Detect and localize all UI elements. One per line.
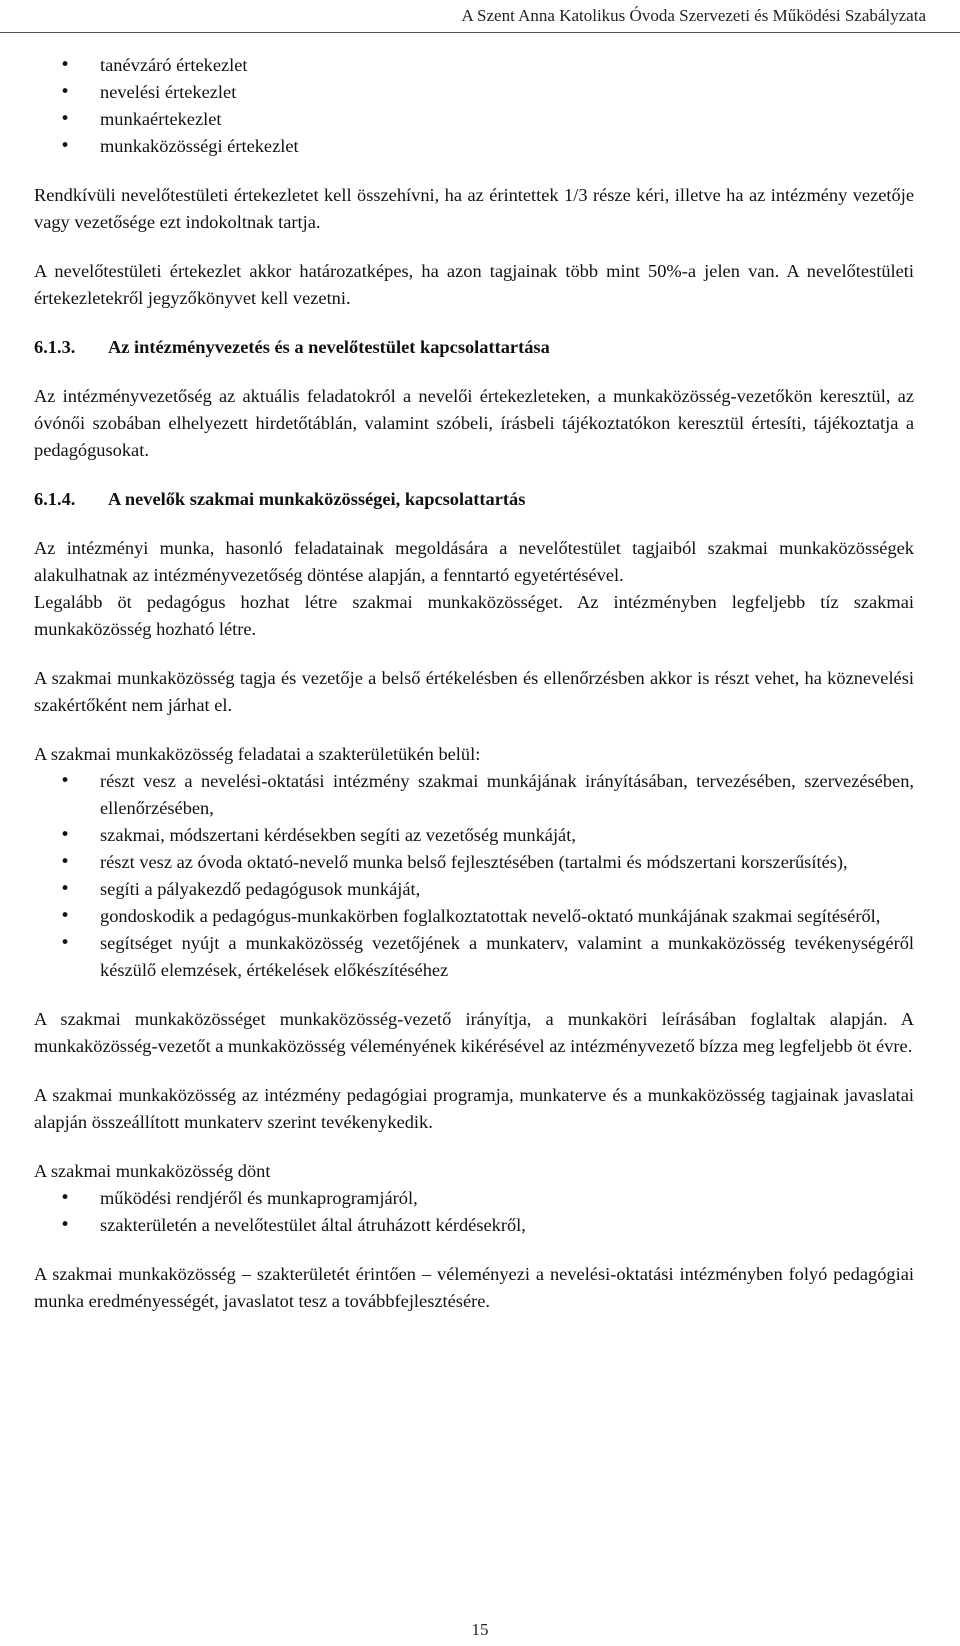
tasks-list bbox=[34, 768, 914, 984]
page-header bbox=[0, 0, 960, 33]
paragraph-tasks-intro: A szakmai munkaközösség feladatai a szakterületükén belül: bbox=[34, 744, 481, 764]
list-item: • működési rendjéről és munkaprogramjáról, bbox=[34, 1185, 914, 1212]
meeting-types-list bbox=[34, 52, 914, 160]
header-title: A Szent Anna Katolikus Óvoda Szervezeti és Működési Szabályzata bbox=[461, 6, 926, 25]
paragraph-quorum: A nevelőtestületi értekezlet akkor határozatképes, ha azon tagjainak több mint 50%-a jelen van. A nevelőtestületi értekezletekről jegyzőkönyvet kell vezetni. bbox=[34, 261, 914, 308]
decides-list bbox=[34, 1185, 914, 1239]
paragraph-work-plan: A szakmai munkaközösség az intézmény pedagógiai programja, munkaterve és a munkaközösség tagjainak javaslatai alapján összeállított munkaterv szerint tevékenykedik. bbox=[34, 1085, 914, 1132]
list-item: • részt vesz a nevelési-oktatási intézmény szakmai munkájának irányításában, tervezésében, szervezésében, ellenőrzésében, bbox=[34, 768, 914, 822]
paragraph-communication: Az intézményvezetőség az aktuális feladatokról a nevelői értekezleteken, a munkaközösség-vezetőkön keresztül, az óvónői szobában elhelyezett hirdetőtáblán, valamint szóbeli, írásbeli tájékoztatókon keresztül értesíti, tájékoztatja a pedagógusokat. bbox=[34, 386, 914, 460]
paragraph-decides-intro: A szakmai munkaközösség dönt bbox=[34, 1161, 271, 1181]
paragraph-extraordinary-meeting: Rendkívüli nevelőtestületi értekezletet kell összehívni, ha az érintettek 1/3 része kéri, illetve ha az intézmény vezetője vagy vezetősége ezt indokoltnak tartja. bbox=[34, 185, 914, 232]
list-item: • munkaközösségi értekezlet bbox=[34, 133, 914, 160]
paragraph-work-communities: Az intézményi munka, hasonló feladatainak megoldására a nevelőtestület tagjaiból szakmai munkaközösségek alakulhatnak az intézményvezetőség döntése alapján, a fenntartó egyetértésével. bbox=[34, 538, 914, 585]
section-title: Az intézményvezetés és a nevelőtestület kapcsolattartása bbox=[108, 337, 550, 357]
list-item: • segíti a pályakezdő pedagógusok munkáját, bbox=[34, 876, 914, 903]
section-number: 6.1.3. bbox=[34, 337, 76, 357]
list-item: • részt vesz az óvoda oktató-nevelő munka belső fejlesztésében (tartalmi és módszertani korszerűsítés), bbox=[34, 849, 914, 876]
section-heading-6-1-3 bbox=[34, 334, 914, 361]
paragraph-evaluation: A szakmai munkaközösség tagja és vezetője a belső értékelésben és ellenőrzésben akkor is részt vehet, ha köznevelési szakértőként nem járhat el. bbox=[34, 668, 914, 715]
list-item: • nevelési értekezlet bbox=[34, 79, 914, 106]
document-body bbox=[34, 52, 914, 1315]
paragraph-opinion: A szakmai munkaközösség – szakterületét érintően – véleményezi a nevelési-oktatási intézményben folyó pedagógiai munka eredményességét, javaslatot tesz a továbbfejlesztésére. bbox=[34, 1264, 914, 1311]
page-number: 15 bbox=[471, 1620, 489, 1639]
list-item: • gondoskodik a pedagógus-munkakörben foglalkoztatottak nevelő-oktató munkájának szakmai segítéséről, bbox=[34, 903, 914, 930]
paragraph-minimum-members: Legalább öt pedagógus hozhat létre szakmai munkaközösséget. Az intézményben legfeljebb tíz szakmai munkaközösség hozható létre. bbox=[34, 592, 914, 639]
paragraph-leader: A szakmai munkaközösséget munkaközösség-vezető irányítja, a munkaköri leírásában foglaltak alapján. A munkaközösség-vezetőt a munkaközösség véleményének kikérésével az intézményvezető bízza meg legfeljebb öt évre. bbox=[34, 1009, 914, 1056]
list-item: • segítséget nyújt a munkaközösség vezetőjének a munkaterv, valamint a munkaközösség tevékenységéről készülő elemzések, értékelések előkészítéséhez bbox=[34, 930, 914, 984]
list-item: • munkaértekezlet bbox=[34, 106, 914, 133]
list-item: • szakterületén a nevelőtestület által átruházott kérdésekről, bbox=[34, 1212, 914, 1239]
section-title: A nevelők szakmai munkaközösségei, kapcsolattartás bbox=[108, 489, 526, 509]
section-heading-6-1-4 bbox=[34, 486, 914, 513]
list-item: • tanévzáró értekezlet bbox=[34, 52, 914, 79]
section-number: 6.1.4. bbox=[34, 489, 76, 509]
list-item: • szakmai, módszertani kérdésekben segíti az vezetőség munkáját, bbox=[34, 822, 914, 849]
